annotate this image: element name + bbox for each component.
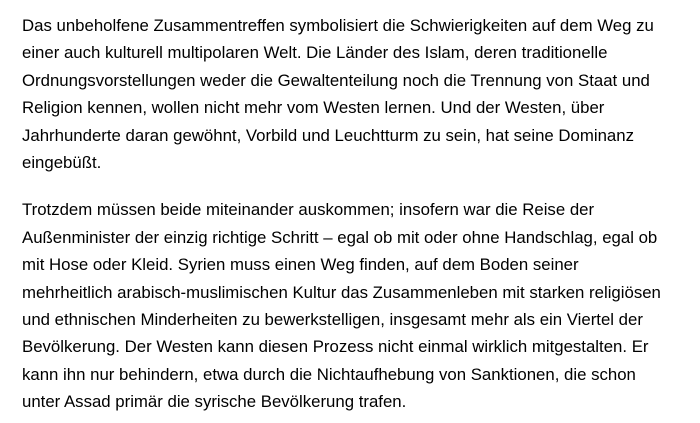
text-line: Ordnungsvorstellungen weder die Gewaltenteilung noch die Trennung von Staat und bbox=[22, 70, 650, 90]
text-line: Trotzdem müssen beide miteinander auskommen; insofern war die Reise der bbox=[22, 200, 595, 220]
text-line: kann ihn nur behindern, etwa durch die Nichtaufhebung von Sanktionen, die schon bbox=[22, 364, 636, 384]
text-line: Jahrhunderte daran gewöhnt, Vorbild und Leuchtturm zu sein, hat seine Dominanz bbox=[22, 125, 634, 145]
paragraph-2 bbox=[22, 196, 684, 415]
text-line: Außenminister der einzig richtige Schritt – egal ob mit oder ohne Handschlag, egal ob bbox=[22, 227, 658, 247]
text-line: mit Hose oder Kleid. Syrien muss einen Weg finden, auf dem Boden seiner bbox=[22, 255, 579, 275]
text-line: eingebüßt. bbox=[22, 153, 102, 173]
text-line: Bevölkerung. Der Westen kann diesen Prozess nicht einmal wirklich mitgestalten. Er bbox=[22, 337, 649, 357]
text-line: und ethnischen Minderheiten zu bewerkstelligen, insgesamt mehr als ein Viertel der bbox=[22, 310, 643, 330]
text-line: einer auch kulturell multipolaren Welt. Die Länder des Islam, deren traditionelle bbox=[22, 43, 608, 63]
text-line: mehrheitlich arabisch-muslimischen Kultur das Zusammenleben mit starken religiösen bbox=[22, 282, 661, 302]
paragraph-1 bbox=[22, 12, 684, 176]
text-line: Das unbeholfene Zusammentreffen symbolisiert die Schwierigkeiten auf dem Weg zu bbox=[22, 16, 654, 35]
text-line: Religion kennen, wollen nicht mehr vom Westen lernen. Und der Westen, über bbox=[22, 98, 605, 118]
text-line: unter Assad primär die syrische Bevölkerung trafen. bbox=[22, 392, 407, 412]
